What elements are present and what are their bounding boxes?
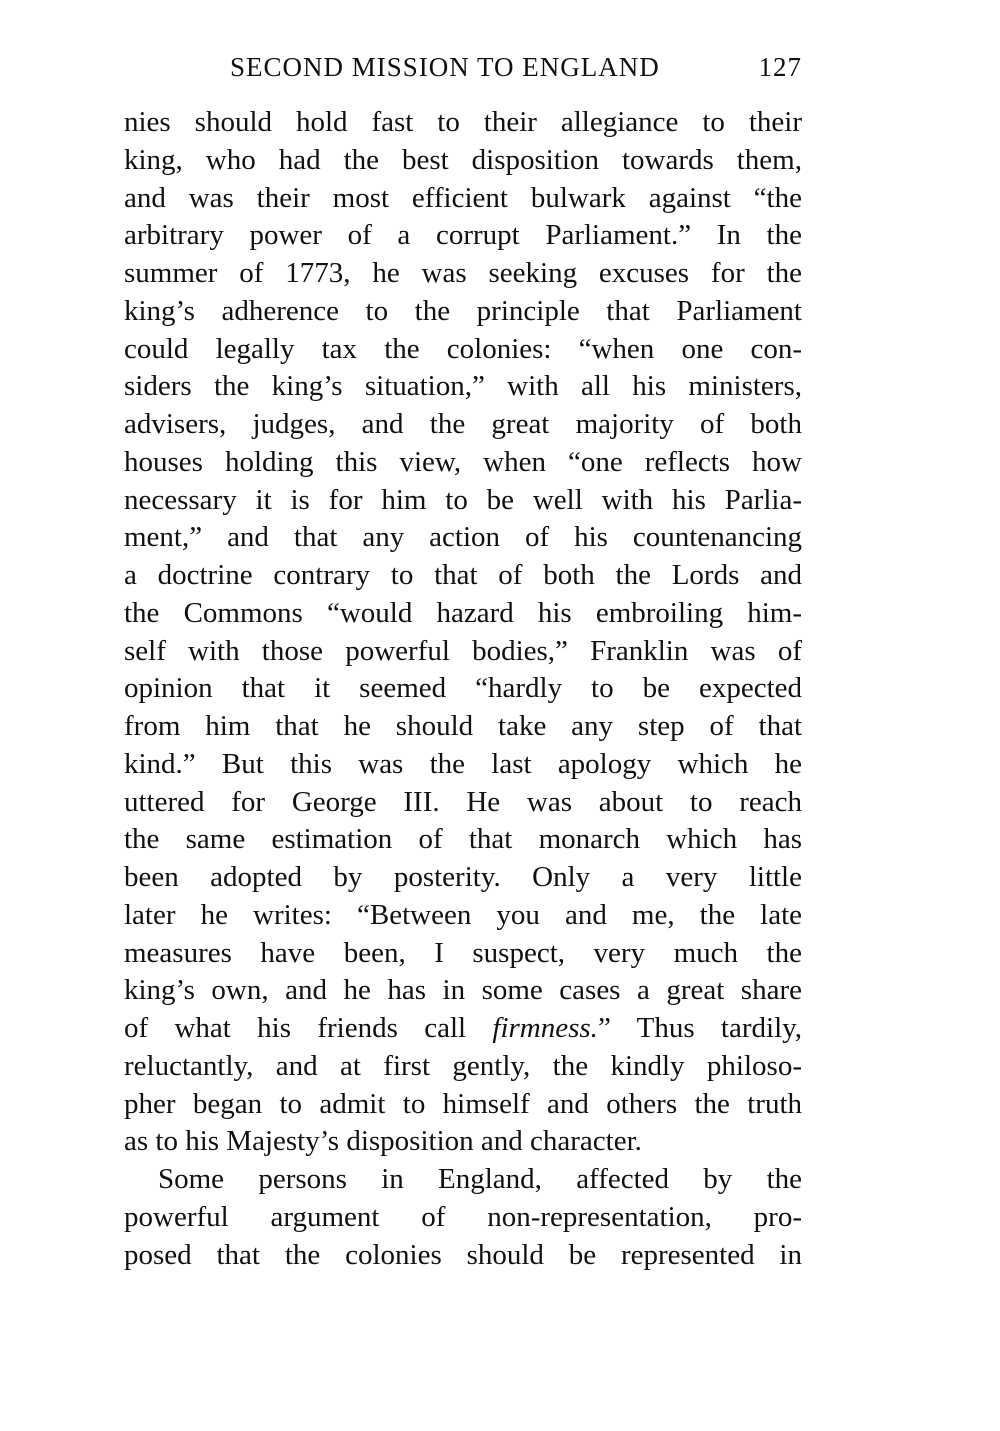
text-segment: of what his friends call	[124, 1012, 493, 1044]
text-line: a doctrine contrary to that of both the Lords and	[124, 559, 802, 591]
text-segment: ” Thus tardily,	[597, 1012, 802, 1044]
text-line: king, who had the best disposition towards them,	[124, 143, 802, 176]
italic-word: firmness.	[492, 1012, 598, 1044]
text-line: powerful argument of non-representation, pro-	[124, 1200, 802, 1233]
text-line: arbitrary power of a corrupt Parliament.” In the	[124, 219, 802, 252]
text-line: ment,” and that any action of his countenancing	[124, 521, 802, 554]
text-line: uttered for George III. He was about to reach	[124, 785, 802, 818]
text-line: king’s own, and he has in some cases a great share	[124, 974, 802, 1007]
text-line: been adopted by posterity. Only a very little	[124, 861, 802, 893]
text-line: posed that the colonies should be represented in	[124, 1238, 802, 1271]
running-title: SECOND MISSION TO ENGLAND	[230, 52, 660, 82]
text-line: kind.” But this was the last apology which he	[124, 747, 802, 780]
text-line: siders the king’s situation,” with all his ministers,	[124, 370, 802, 403]
text-line: the same estimation of that monarch which has	[124, 823, 802, 856]
running-head	[124, 47, 802, 87]
text-line: king’s adherence to the principle that Parliament	[124, 294, 802, 327]
text-line: later he writes: “Between you and me, the late	[124, 898, 802, 931]
text-line: and was their most efficient bulwark against “the	[124, 181, 802, 214]
text-line: measures have been, I suspect, very much the	[124, 936, 802, 969]
paragraph-start-line: Some persons in England, affected by the	[158, 1163, 802, 1195]
text-line: reluctantly, and at first gently, the kindly philoso-	[124, 1049, 802, 1082]
body-text	[124, 104, 802, 1274]
text-line: nies should hold fast to their allegiance to their	[124, 106, 802, 138]
text-line: could legally tax the colonies: “when one con-	[124, 332, 802, 365]
text-line: pher began to admit to himself and others the truth	[124, 1087, 802, 1120]
text-line: from him that he should take any step of that	[124, 710, 802, 742]
text-line: opinion that it seemed “hardly to be expected	[124, 672, 802, 705]
paragraph-end-line: as to his Majesty’s disposition and character.	[124, 1125, 642, 1158]
text-line: self with those powerful bodies,” Franklin was of	[124, 634, 802, 667]
text-line: necessary it is for him to be well with his Parlia-	[124, 483, 802, 516]
page-number: 127	[758, 52, 802, 82]
text-line-with-italic	[124, 1010, 802, 1048]
text-line: summer of 1773, he was seeking excuses for the	[124, 257, 802, 289]
text-line: houses holding this view, when “one reflects how	[124, 445, 802, 478]
text-line: advisers, judges, and the great majority of both	[124, 408, 802, 440]
text-line: the Commons “would hazard his embroiling him-	[124, 596, 802, 629]
